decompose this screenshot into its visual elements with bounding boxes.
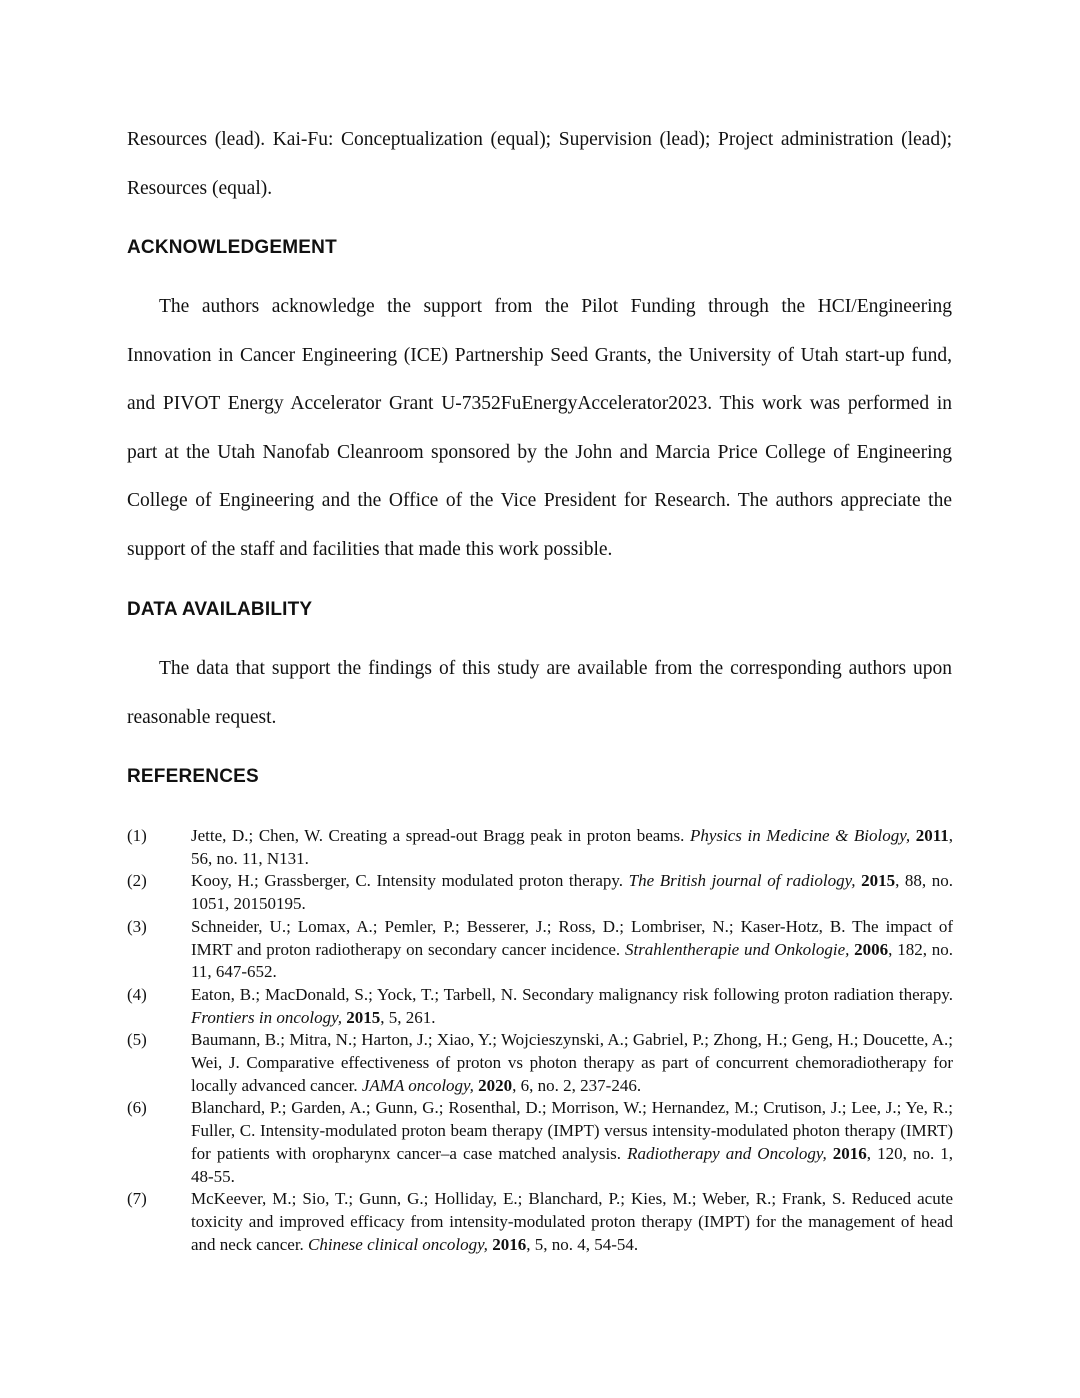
reference-journal: Radiotherapy and Oncology, <box>627 1143 827 1163</box>
data-availability-paragraph: The data that support the findings of this study are available from the corresponding authors upon reasonable request. <box>127 658 952 728</box>
reference-authors: Kooy, H.; Grassberger, C. Intensity modulated proton therapy. <box>191 871 629 891</box>
reference-authors: Blanchard, P.; Garden, A.; Gunn, G.; Rosenthal, D.; Morrison, W.; Hernandez, M.; Crutison, J.; Lee, J.; Ye, R.; Fuller, C. Intensity-modulated proton beam therapy (IMPT) versus intensity-modulated photon therapy (IMRT) for patients with oropharynx cancer–a case matched analysis. <box>191 1098 953 1163</box>
reference-details: , 88, no. 1051, 20150195. <box>191 871 954 914</box>
reference-number: (4) <box>127 984 147 1004</box>
reference-details: , 56, no. 11, N131. <box>191 826 954 868</box>
references-list <box>127 825 953 1256</box>
reference-details: , 182, no. 11, 647-652. <box>191 939 954 982</box>
reference-journal: Chinese clinical oncology, <box>308 1234 488 1254</box>
reference-text <box>191 984 953 1029</box>
reference-item <box>127 916 953 984</box>
reference-item <box>127 1188 953 1256</box>
reference-journal: Strahlentherapie und Onkologie, <box>624 939 850 959</box>
reference-text <box>191 870 953 915</box>
reference-year: 2016 <box>832 1143 867 1163</box>
reference-number: (3) <box>127 916 147 936</box>
reference-details: , 5, no. 4, 54-54. <box>526 1234 639 1254</box>
acknowledgement-heading: ACKNOWLEDGEMENT <box>127 237 337 258</box>
reference-text <box>191 916 953 984</box>
reference-details: , 120, no. 1, 48-55. <box>191 1143 954 1186</box>
reference-authors: Baumann, B.; Mitra, N.; Harton, J.; Xiao, Y.; Wojcieszynski, A.; Gabriel, P.; Zhong, H.; Geng, H.; Doucette, A.; Wei, J. Comparative effectiveness of proton vs photon therapy as part of concurrent chemoradiotherapy for locally advanced cancer. <box>191 1030 953 1095</box>
reference-year: 2016 <box>492 1234 527 1254</box>
reference-item <box>127 1029 953 1097</box>
reference-number: (1) <box>127 826 147 845</box>
reference-journal: JAMA oncology, <box>361 1075 474 1095</box>
reference-year: 2015 <box>346 1007 381 1027</box>
acknowledgement-paragraph: The authors acknowledge the support from the Pilot Funding through the HCI/Engineering Innovation in Cancer Engineering (ICE) Partnership Seed Grants, the University of Utah start-up fund, and PIVOT Energy Accelerator Grant U-7352FuEnergyAccelerator2023. This work was performed in part at the Utah Nanofab Cleanroom sponsored by the John and Marcia Price College of Engineering College of Engineering and the Office of the Vice President for Research. The authors appreciate the support of the staff and facilities that made this work possible. <box>127 296 952 560</box>
reference-authors: Jette, D.; Chen, W. Creating a spread-out Bragg peak in proton beams. <box>191 826 690 845</box>
reference-number: (6) <box>127 1098 147 1118</box>
reference-year: 2006 <box>854 939 889 959</box>
contributions-paragraph: Resources (lead). Kai-Fu: Conceptualization (equal); Supervision (lead); Project administration (lead); Resources (equal). <box>127 129 952 199</box>
reference-authors: Schneider, U.; Lomax, A.; Pemler, P.; Besserer, J.; Ross, D.; Lombriser, N.; Kaser-Hotz, B. The impact of IMRT and proton radiotherapy on secondary cancer incidence. <box>191 916 953 959</box>
reference-journal: The British journal of radiology, <box>628 871 856 891</box>
reference-item <box>127 825 953 870</box>
reference-text <box>191 1097 953 1188</box>
references-heading: REFERENCES <box>127 766 259 787</box>
reference-number: (2) <box>127 871 147 891</box>
reference-text <box>191 1029 953 1097</box>
reference-text <box>191 1188 953 1256</box>
reference-authors: McKeever, M.; Sio, T.; Gunn, G.; Holliday, E.; Blanchard, P.; Kies, M.; Weber, R.; Frank, S. Reduced acute toxicity and improved efficacy from intensity-modulated proton therapy (IMPT) for the management of head and neck cancer. <box>191 1189 953 1254</box>
reference-details: , 5, 261. <box>380 1007 436 1027</box>
reference-item <box>127 870 953 915</box>
reference-year: 2015 <box>861 871 896 891</box>
reference-journal: Physics in Medicine & Biology, <box>689 826 911 845</box>
reference-item <box>127 1097 953 1188</box>
reference-item <box>127 984 953 1029</box>
reference-details: , 6, no. 2, 237-246. <box>512 1075 642 1095</box>
data-availability-heading: DATA AVAILABILITY <box>127 599 313 620</box>
reference-number: (5) <box>127 1030 147 1050</box>
reference-journal: Frontiers in oncology, <box>191 1007 342 1027</box>
reference-authors: Eaton, B.; MacDonald, S.; Yock, T.; Tarbell, N. Secondary malignancy risk following proton radiation therapy. <box>191 984 953 1004</box>
reference-text <box>191 825 953 870</box>
reference-number: (7) <box>127 1189 147 1209</box>
reference-year: 2020 <box>478 1075 513 1095</box>
reference-year: 2011 <box>915 826 949 845</box>
